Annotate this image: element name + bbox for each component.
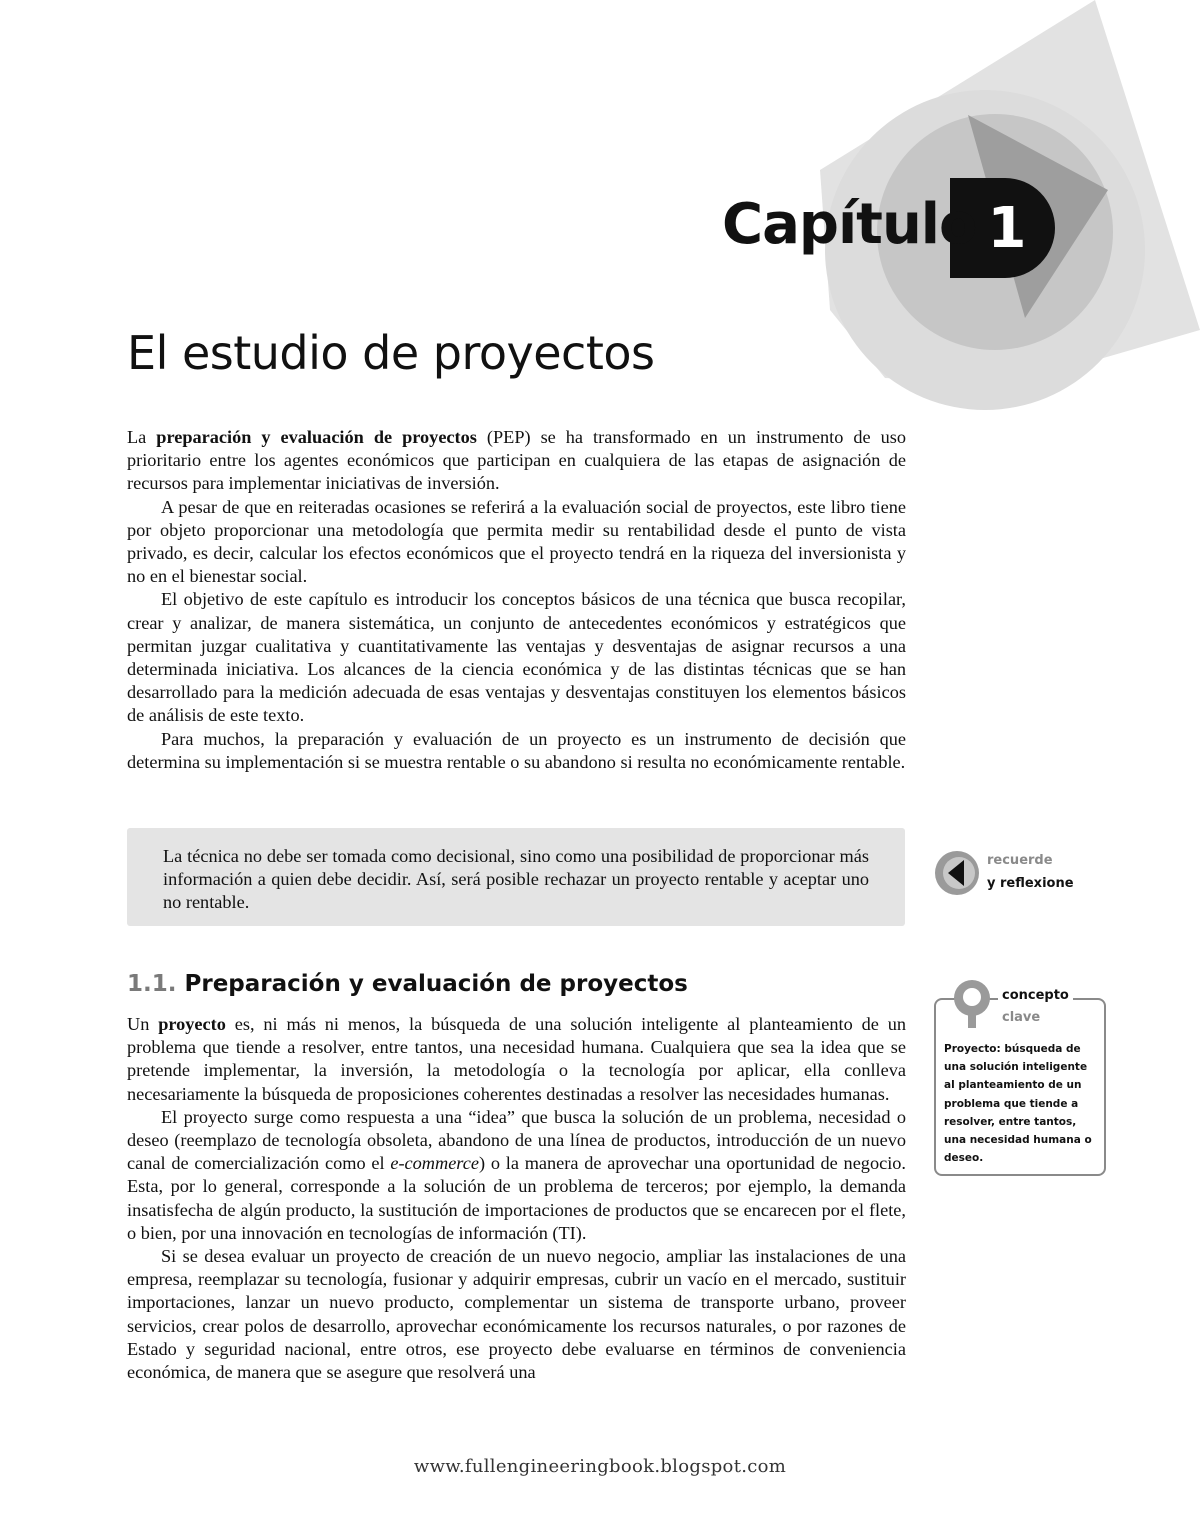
chapter-label: Capítulo (722, 192, 977, 257)
text-run: ) o la manera de aprovechar una oportunidad de negocio. Esta, por lo general, corresponde a la solución de un problema de terceros; por ejemplo, la demanda insatisfecha de algún producto, la sustitución de importaciones de productos que se encarecen por el flete, o bien, por una innovación en tecnologías de información (TI). (127, 1153, 906, 1243)
intro-paragraph-4: Para muchos, la preparación y evaluación de un proyecto es un instrumento de decisión que determina su implementación si se muestra rentable o su abandono si resulta no económicamente rentable. (127, 728, 906, 772)
key-icon (952, 980, 992, 1030)
intro-paragraph-2: A pesar de que en reiteradas ocasiones se referirá a la evaluación social de proyectos, este libro tiene por objeto proporcionar una metodología que permita medir su rentabilidad desde el punto de vista privado, es decir, calcular los efectos económicos que el proyecto tendrá en la riqueza del inversionista y no en el bienestar social. (127, 496, 906, 587)
text-run: El proyecto surge como respuesta a una “idea” que busca la solución de un problema, necesidad o deseo (reemplazo de tecnología obsoleta, abandono de una línea de productos, introducción de un nuevo canal de comercialización como el (127, 1106, 906, 1174)
remember-label-line2: y reflexione (987, 876, 1074, 891)
remember-arrow-icon (934, 850, 980, 896)
key-concept-definition (944, 1040, 1096, 1167)
chapter-title: El estudio de proyectos (127, 326, 655, 380)
bold-term: preparación y evaluación de proyectos (156, 427, 477, 447)
footer-url: www.fullengineeringbook.blogspot.com (413, 1456, 787, 1477)
section-number: 1.1. (127, 971, 177, 997)
remember-callout (127, 828, 905, 926)
section-paragraph-1 (127, 1013, 906, 1106)
text-run: es, ni más ni menos, la búsqueda de una solución inteligente al planteamiento de un problema que tiende a resolver, entre tantos, una necesidad humana. Cualquiera que sea la idea que se pretende implementar, la inversión, la metodología o la tecnología por aplicar, ella conlleva necesariamente la búsqueda de proposiciones coherentes destinadas a resolver las necesidades humanas. (127, 1014, 906, 1104)
bold-term: proyecto (158, 1014, 226, 1034)
remember-text: La técnica no debe ser tomada como decisional, sino como una posibilidad de proporcionar más información a quien debe decidir. Así, será posible rechazar un proyecto rentable y aceptar uno no rentable. (163, 846, 869, 912)
section-paragraph-3: Si se desea evaluar un proyecto de creación de un nuevo negocio, ampliar las instalaciones de una empresa, reemplazar su tecnología, fusionar y adquirir empresas, cubrir un vacío en el mercado, sustituir importaciones, lanzar un nuevo producto, complementar un sistema de transporte urbano, proveer servicios, crear polos de desarrollo, aprovechar económicamente los recursos naturales, o por razones de Estado y seguridad nacional, entre otros, ese proyecto debe evaluarse en términos de conveniencia económica, de manera que se asegure que resolverá una (127, 1246, 906, 1383)
text-run: (PEP) se ha transformado en un instrumento de uso prioritario entre los agentes económicos que participan en cualquiera de las etapas de asignación de recursos para implementar iniciativas de inversión. (127, 427, 906, 494)
intro-text (127, 426, 906, 774)
section-heading (127, 971, 688, 997)
key-concept-term: Proyecto: (944, 1043, 1001, 1055)
section-paragraph-2 (127, 1106, 906, 1245)
remember-label (987, 849, 1074, 895)
text-run: Un (127, 1014, 159, 1034)
key-concept-label (998, 985, 1073, 1029)
key-concept-label-line1: concepto (1002, 988, 1069, 1003)
section-text (127, 1013, 906, 1384)
remember-label-line1: recuerde (987, 853, 1053, 868)
intro-paragraph-3: El objetivo de este capítulo es introducir los conceptos básicos de una técnica que busca recopilar, crear y analizar, de manera sistemática, un conjunto de antecedentes económicos y estratégicos que permitan juzgar cualitativa y cuantitativamente las ventajas y desventajas de asignar recursos a una determinada iniciativa. Los alcances de la ciencia económica y de las distintas técnicas que se han desarrollado para la medición adecuada de esas ventajas y desventajas constituyen los elementos básicos de análisis de este texto. (127, 589, 906, 726)
italic-term: e-commerce (390, 1153, 479, 1174)
chapter-number: 1 (987, 196, 1027, 261)
key-concept-body: búsqueda de una solución inteligente al planteamiento de un problema que tiende a resolver, entre tantos, una necesidad humana o deseo. (944, 1043, 1092, 1165)
key-concept-label-line2: clave (1002, 1010, 1041, 1025)
text-run: La (127, 427, 157, 447)
intro-paragraph-1 (127, 426, 906, 496)
section-title: Preparación y evaluación de proyectos (184, 971, 688, 997)
